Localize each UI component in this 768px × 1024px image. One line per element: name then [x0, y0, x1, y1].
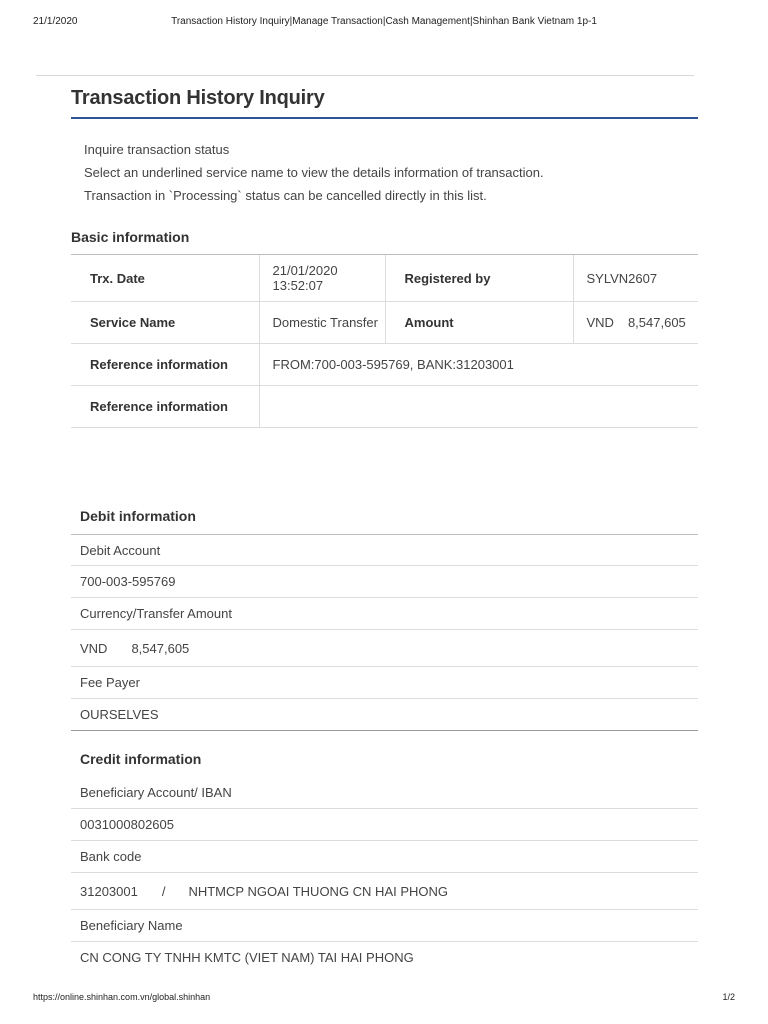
reference-value: FROM:700-003-595769, BANK:31203001 [259, 344, 698, 386]
currency-amount-value [71, 630, 698, 667]
table-row [71, 386, 698, 428]
trx-date-label: Trx. Date [71, 255, 259, 302]
amount-currency: VND [586, 315, 614, 330]
table-row [71, 302, 698, 344]
bank-code-label: Bank code [71, 841, 698, 873]
debit-info-list [71, 534, 698, 731]
bank-code-value [71, 873, 698, 910]
amount-value [573, 302, 698, 344]
print-date: 21/1/2020 [33, 16, 78, 27]
trx-date-value [259, 255, 385, 302]
reference-value [259, 386, 698, 428]
fee-payer-label: Fee Payer [71, 667, 698, 699]
trx-date: 21/01/2020 [272, 263, 338, 278]
reference-label: Reference information [71, 344, 259, 386]
amount-number: 8,547,605 [627, 315, 686, 330]
print-footer-url: https://online.shinhan.com.vn/global.shinhan [33, 992, 211, 1002]
credit-info-title: Credit information [80, 751, 202, 767]
basic-info-title: Basic information [71, 229, 190, 245]
bank-name: NHTMCP NGOAI THUONG CN HAI PHONG [188, 884, 449, 899]
print-footer-page: 1/2 [722, 992, 735, 1002]
intro-line: Select an underlined service name to view the details information of transaction. [84, 165, 544, 180]
service-name-value: Domestic Transfer [259, 302, 385, 344]
bank-separator: / [161, 884, 166, 899]
intro-text [84, 138, 544, 207]
debit-account-label: Debit Account [71, 534, 698, 566]
debit-info-title: Debit information [80, 508, 196, 524]
amount-label: Amount [385, 302, 573, 344]
fee-payer-value: OURSELVES [71, 699, 698, 731]
table-row [71, 255, 698, 302]
page-title: Transaction History Inquiry [71, 87, 698, 119]
beneficiary-name-label: Beneficiary Name [71, 910, 698, 942]
trx-time: 13:52:07 [272, 278, 324, 293]
print-page-title: Transaction History Inquiry|Manage Transaction|Cash Management|Shinhan Bank Vietnam 1p-1 [171, 16, 597, 27]
beneficiary-account-value: 0031000802605 [71, 809, 698, 841]
top-divider [36, 75, 694, 76]
intro-line: Transaction in `Processing` status can be cancelled directly in this list. [84, 188, 487, 203]
debit-currency: VND [80, 641, 108, 656]
beneficiary-name-value: CN CONG TY TNHH KMTC (VIET NAM) TAI HAI PHONG [80, 950, 414, 965]
credit-info-list [71, 777, 698, 974]
registered-by-label: Registered by [385, 255, 573, 302]
bank-code: 31203001 [80, 884, 138, 899]
registered-by-value: SYLVN2607 [573, 255, 698, 302]
debit-account-value: 700-003-595769 [71, 566, 698, 598]
service-name-label: Service Name [71, 302, 259, 344]
print-header [0, 16, 768, 32]
basic-info-table [71, 254, 698, 428]
beneficiary-account-label: Beneficiary Account/ IBAN [71, 777, 698, 809]
reference-label: Reference information [71, 386, 259, 428]
table-row [71, 344, 698, 386]
intro-line: Inquire transaction status [84, 142, 230, 157]
currency-amount-label: Currency/Transfer Amount [71, 598, 698, 630]
debit-amount: 8,547,605 [131, 641, 190, 656]
